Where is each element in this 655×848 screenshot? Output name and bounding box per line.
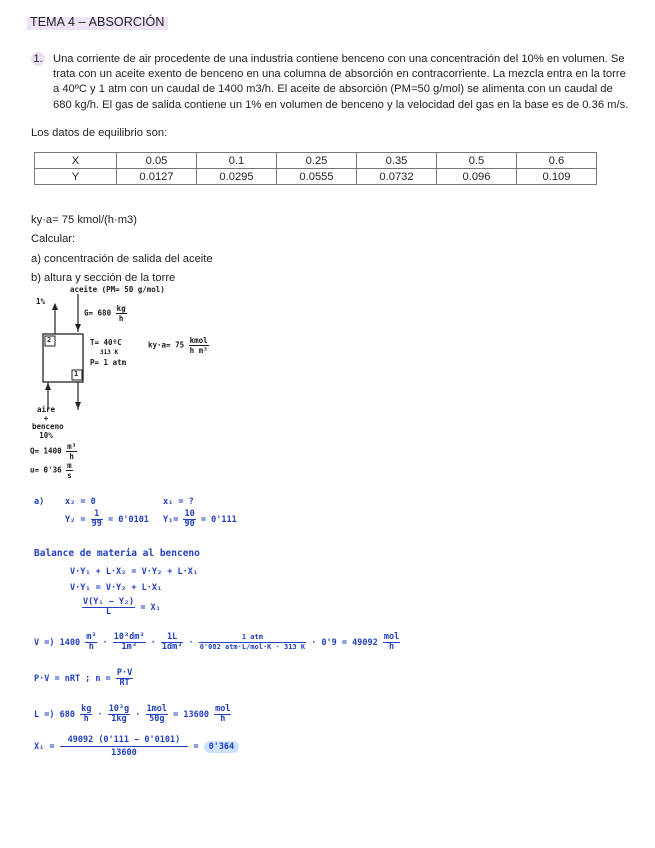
table-cell: 0.096	[437, 169, 517, 185]
table-cell: 0.35	[357, 153, 437, 169]
table-cell: 0.25	[277, 153, 357, 169]
task-b: b) altura y sección de la torre	[31, 272, 176, 285]
table-header-x: X	[35, 153, 117, 169]
sketch-gas-labels: aire + benceno 10%	[32, 405, 64, 440]
page-title: TEMA 4 – ABSORCIÓN	[27, 15, 168, 30]
x1-result-highlight: 0'364	[204, 741, 240, 753]
oil-arrow-icon	[75, 324, 81, 331]
sketch-node-2: 2	[47, 336, 52, 344]
given-and-tasks	[31, 211, 213, 289]
table-cell: 0.5	[437, 153, 517, 169]
problem-number: 1.	[31, 52, 45, 66]
sketch-node-1: 1	[74, 370, 79, 378]
pv-nrt: P·V = nRT ; n = $\frac{P\cdot V}{RT}$	[34, 668, 133, 688]
sketch-oil-label: aceite (PM= 50 g/mol)	[70, 285, 165, 294]
task-a: a) concentración de salida del aceite	[31, 252, 213, 265]
table-cell: 0.0732	[357, 169, 437, 185]
calc-label: Calcular:	[31, 233, 76, 246]
given-kya: ky·a= 75 kmol/(h·m3)	[31, 214, 137, 226]
solution-part-a: a)	[34, 497, 45, 507]
sketch-top-percent: 1%	[36, 297, 46, 306]
sketch-gas-u: u= 0'36 $\frac{m}{s}$	[30, 461, 72, 480]
solution-y2: Y₂ = $\frac{1}{99}$ = 0'0101	[65, 509, 149, 529]
equilibrium-intro: Los datos de equilibrio son:	[31, 127, 168, 139]
balance-eq-1: V·Y₁ + L·X₂ = V·Y₂ + L·X₁	[70, 567, 198, 577]
table-cell: 0.0295	[197, 169, 277, 185]
table-cell: 0.1	[197, 153, 277, 169]
balance-eq-2: V·Y₁ = V·Y₂ + L·X₁	[70, 583, 163, 593]
table-cell: 0.0127	[117, 169, 197, 185]
solution-x2: x₂ = 0	[65, 497, 96, 507]
x1-calculation: X₁ = $\frac{49092 (0'111 - 0'0101)}{13600}$ = 0'364	[34, 734, 239, 759]
table-cell: 0.0555	[277, 169, 357, 185]
solution-y1: Y₁= $\frac{10}{90}$ = 0'111	[163, 509, 237, 529]
sketch-gas-q: Q= 1400 $\frac{\text{m³}}{h}$	[30, 442, 77, 461]
gas-out-arrow-icon	[52, 303, 58, 310]
table-cell: 0.6	[517, 153, 597, 169]
problem-statement	[31, 52, 631, 113]
table-row	[35, 169, 597, 185]
v-calculation: V =) 1400 $\frac{\text{m³}}{h}$ · $\frac{\text{10³dm³}}{\text{1m³}}$ · $\frac{1L}{\text{1dm³}}$ · $\frac{\text{1 atm}}{\text{0'082 atm·L/mol·K · 313 K}}$ · 0'9 = 49092 $\frac{\text{mol}}{h}$	[34, 632, 400, 652]
table-cell: 0.05	[117, 153, 197, 169]
gas-in-arrow-icon	[45, 383, 51, 390]
table-cell: 0.109	[517, 169, 597, 185]
sketch-kya: ky·a= 75 $\frac{\text{kmol}}{\text{h m³}}$	[148, 336, 208, 355]
balance-eq-3: $\frac{\text{V(Y₁ − Y₂)}}{L}$ = X₁	[83, 597, 161, 617]
table-row	[35, 153, 597, 169]
table-header-y: Y	[35, 169, 117, 185]
sketch-conditions: T= 40ºC 313 K P= 1 atm	[90, 338, 127, 367]
problem-text: Una corriente de air procedente de una industria contiene benceno con una concentración del 10% en volumen. Se trata con un aceite exento de benceno en una columna de absorción en contracorriente. La mezcla entra en la torre a 40ºC y 1 atm con un caudal de 1400 m3/h. El aceite de absorción (PM=50 g/mol) se alimenta con un caudal de 680 kg/h. El gas de salida contiene un 1% en volumen de benceno y la velocidad del gas en la base es de 0.36 m/s.	[53, 53, 629, 111]
oil-out-arrow-icon	[75, 402, 81, 409]
solution-x1: x₁ = ?	[163, 497, 194, 507]
l-calculation: L =) 680 $\frac{kg}{h}$ · $\frac{\text{10³g}}{1kg}$ · $\frac{\text{1mol}}{50g}$ = 13600 $\frac{\text{mol}}{h}$	[34, 704, 231, 724]
balance-title: Balance de materia al benceno	[34, 548, 200, 559]
equilibrium-table	[34, 152, 597, 185]
sketch-flow-g: G= 680 $\frac{kg}{h}$	[84, 304, 126, 323]
